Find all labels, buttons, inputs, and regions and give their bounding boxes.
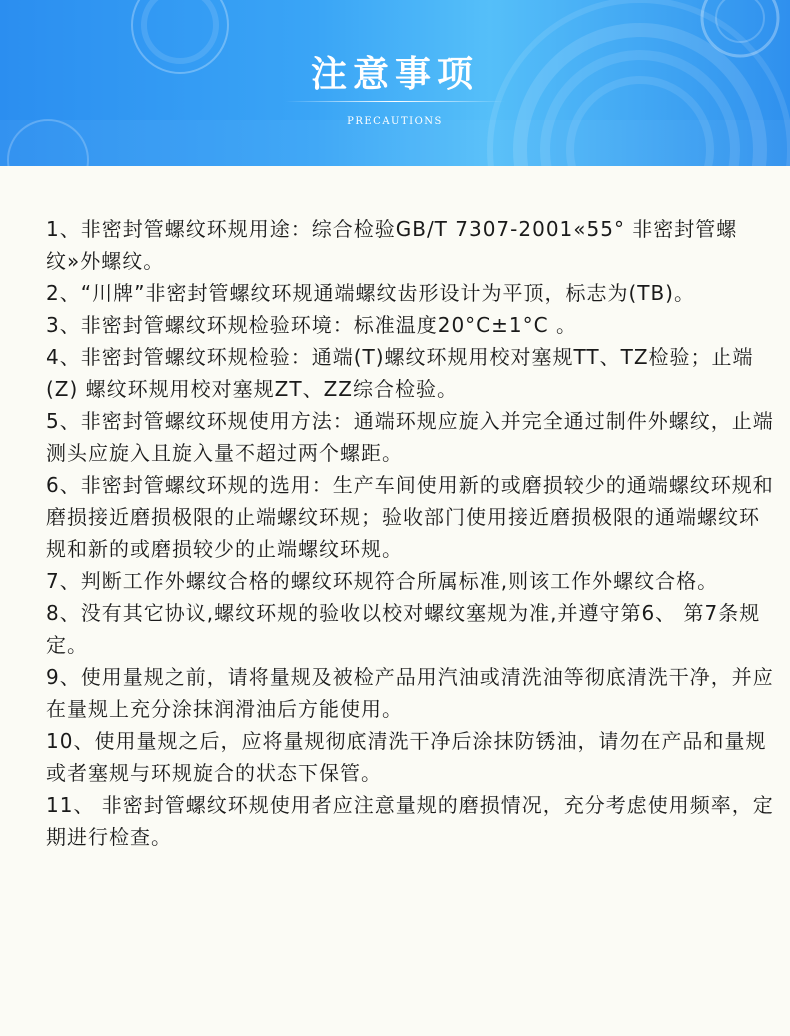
list-item: 6、非密封管螺纹环规的选用：生产车间使用新的或磨损较少的通端螺纹环规和磨损接近磨损极限的止端螺纹环规；验收部门使用接近磨损极限的通端螺纹环规和新的或磨损较少的止端螺纹环规。	[46, 473, 774, 561]
list-item: 5、非密封管螺纹环规使用方法：通端环规应旋入并完全通过制件外螺纹，止端测头应旋入且旋入量不超过两个螺距。	[46, 409, 774, 465]
list-item: 2、“川牌”非密封管螺纹环规通端螺纹齿形设计为平顶，标志为(TB)。	[46, 281, 695, 305]
list-item: 8、没有其它协议,螺纹环规的验收以校对螺纹塞规为准,并遵守第6、 第7条规定。	[46, 601, 761, 657]
precautions-list	[46, 213, 776, 853]
list-item: 4、非密封管螺纹环规检验：通端(T)螺纹环规用校对塞规TT、TZ检验；止端(Z) 螺纹环规用校对塞规ZT、ZZ综合检验。	[46, 345, 754, 401]
page-title: 注意事项	[310, 54, 479, 95]
list-item: 11、 非密封管螺纹环规使用者应注意量规的磨损情况，充分考虑使用频率，定期进行检查。	[46, 793, 774, 849]
list-item: 1、非密封管螺纹环规用途：综合检验GB/T 7307-2001«55° 非密封管螺纹»外螺纹。	[46, 217, 738, 273]
page-subtitle: PRECAUTIONS	[347, 116, 443, 127]
list-item: 3、非密封管螺纹环规检验环境：标准温度20°C±1°C 。	[46, 313, 577, 337]
header-banner	[0, 0, 790, 166]
list-item: 7、判断工作外螺纹合格的螺纹环规符合所属标准,则该工作外螺纹合格。	[46, 569, 719, 593]
list-item: 9、使用量规之前，请将量规及被检产品用汽油或清洗油等彻底清洗干净，并应在量规上充分涂抹润滑油后方能使用。	[46, 665, 774, 721]
title-divider	[285, 101, 505, 102]
list-item: 10、使用量规之后，应将量规彻底清洗干净后涂抹防锈油，请勿在产品和量规或者塞规与环规旋合的状态下保管。	[46, 729, 767, 785]
